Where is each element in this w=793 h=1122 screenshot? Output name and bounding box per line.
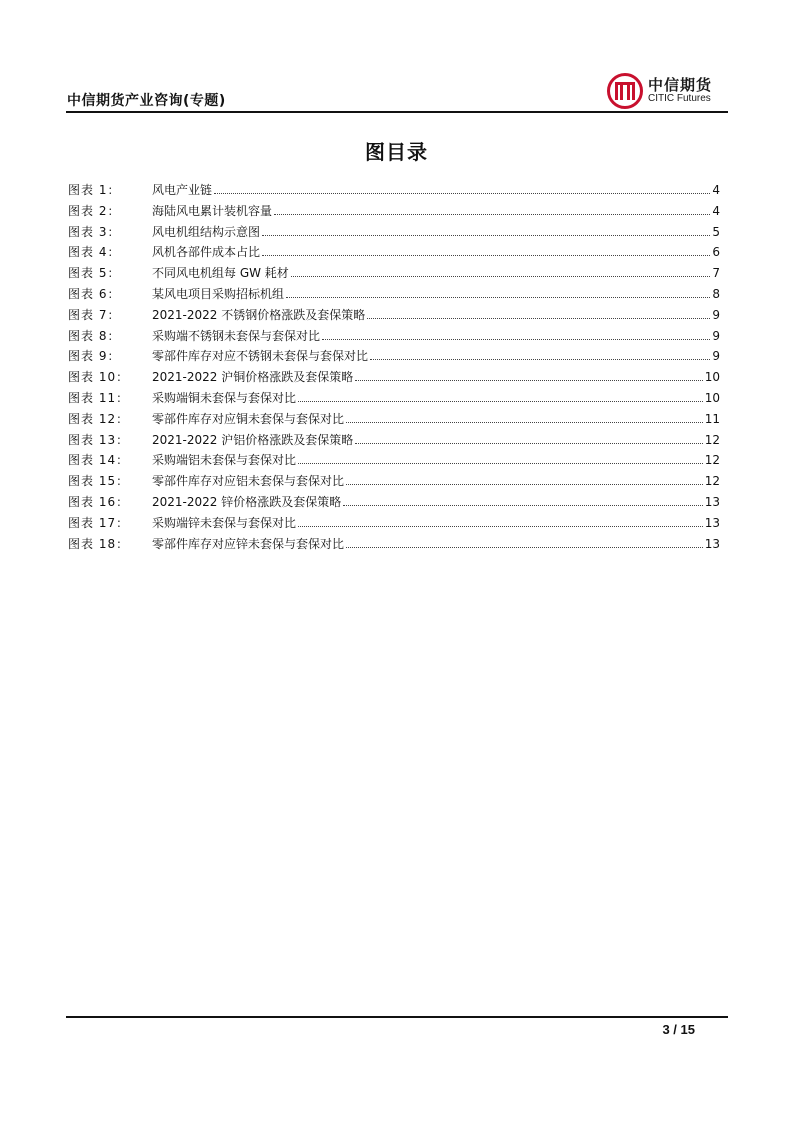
toc-entry[interactable] xyxy=(68,471,720,492)
toc-entry-label: 图表 6： xyxy=(68,286,121,301)
toc-entry-title: 2021-2022 沪铝价格涨跌及套保策略 xyxy=(152,432,354,447)
toc-entry-page: 12 xyxy=(704,432,720,447)
toc-dot-leader xyxy=(343,492,702,506)
toc-dot-leader xyxy=(322,326,710,340)
toc-entry-page: 12 xyxy=(704,474,720,489)
toc-entry-label: 图表 15： xyxy=(68,474,130,489)
toc-entry-page: 12 xyxy=(704,453,720,468)
toc-entry-title: 海陆风电累计装机容量 xyxy=(152,203,273,218)
toc-entry-title: 不同风电机组每 GW 耗材 xyxy=(152,266,289,281)
toc-entry-page: 5 xyxy=(712,224,720,239)
toc-entry-label: 图表 18： xyxy=(68,536,130,551)
toc-entry[interactable] xyxy=(68,305,720,326)
toc-dot-leader xyxy=(367,305,710,319)
toc-entry-title: 2021-2022 锌价格涨跌及套保策略 xyxy=(152,494,342,509)
toc-entry-page: 10 xyxy=(704,370,720,385)
toc-dot-leader xyxy=(298,513,703,527)
logo-english-name: CITIC Futures xyxy=(648,93,711,104)
toc-entry-title: 采购端铝未套保与套保对比 xyxy=(152,453,297,468)
toc-entry[interactable] xyxy=(68,346,720,367)
page-number: 3 / 15 xyxy=(662,1022,695,1037)
toc-entry-page: 9 xyxy=(712,349,720,364)
toc-dot-leader xyxy=(346,409,703,423)
toc-entry-page: 8 xyxy=(712,286,720,301)
toc-entry-title: 2021-2022 不锈钢价格涨跌及套保策略 xyxy=(152,307,366,322)
toc-entry-page: 10 xyxy=(704,390,720,405)
toc-entry-title: 零部件库存对应锌未套保与套保对比 xyxy=(152,536,345,551)
toc-entry-title: 风机各部件成本占比 xyxy=(152,245,261,260)
toc-entry-page: 4 xyxy=(712,203,720,218)
toc-entry-page: 6 xyxy=(712,245,720,260)
toc-entry-label: 图表 11： xyxy=(68,390,130,405)
toc-entry-title: 某风电项目采购招标机组 xyxy=(152,286,285,301)
toc-entry[interactable] xyxy=(68,409,720,430)
toc-entry[interactable] xyxy=(68,180,720,201)
toc-entry-label: 图表 4： xyxy=(68,245,121,260)
toc-entry-page: 9 xyxy=(712,307,720,322)
toc-dot-leader xyxy=(346,471,703,485)
toc-entry-label: 图表 12： xyxy=(68,411,130,426)
toc-entry[interactable] xyxy=(68,492,720,513)
toc-dot-leader xyxy=(346,534,703,548)
toc-entry[interactable] xyxy=(68,222,720,243)
toc-dot-leader xyxy=(262,242,710,256)
toc-entry-page: 4 xyxy=(712,183,720,197)
toc-dot-leader xyxy=(355,367,702,381)
toc-entry-page: 13 xyxy=(704,494,720,509)
citic-futures-logo xyxy=(606,72,724,110)
toc-entry-page: 11 xyxy=(704,411,720,426)
toc-entry[interactable] xyxy=(68,513,720,534)
toc-entry[interactable] xyxy=(68,430,720,451)
toc-entry-label: 图表 17： xyxy=(68,515,130,530)
toc-entry-label: 图表 3： xyxy=(68,224,121,239)
toc-entry[interactable] xyxy=(68,242,720,263)
citic-logo-icon xyxy=(606,72,644,110)
toc-entry-label: 图表 1： xyxy=(68,183,121,197)
toc-entry-title: 2021-2022 沪铜价格涨跌及套保策略 xyxy=(152,370,354,385)
toc-entry[interactable] xyxy=(68,367,720,388)
toc-entry-label: 图表 10： xyxy=(68,370,130,385)
toc-entry-page: 13 xyxy=(704,515,720,530)
figure-toc-list xyxy=(68,180,720,554)
toc-entry[interactable] xyxy=(68,450,720,471)
toc-entry-label: 图表 2： xyxy=(68,203,121,218)
toc-title: 图目录 xyxy=(365,140,428,164)
toc-entry-title: 零部件库存对应铜未套保与套保对比 xyxy=(152,411,345,426)
toc-entry-page: 9 xyxy=(712,328,720,343)
footer-divider xyxy=(66,1016,728,1018)
toc-entry-title: 采购端铜未套保与套保对比 xyxy=(152,390,297,405)
toc-dot-leader xyxy=(370,346,710,360)
toc-entry[interactable] xyxy=(68,534,720,555)
toc-entry-label: 图表 7： xyxy=(68,307,121,322)
toc-entry-title: 零部件库存对应铝未套保与套保对比 xyxy=(152,474,345,489)
toc-entry[interactable] xyxy=(68,263,720,284)
toc-entry-label: 图表 9： xyxy=(68,349,121,364)
toc-entry[interactable] xyxy=(68,388,720,409)
toc-dot-leader xyxy=(298,450,703,464)
toc-dot-leader xyxy=(262,222,710,236)
toc-dot-leader xyxy=(298,388,703,402)
toc-entry[interactable] xyxy=(68,284,720,305)
toc-entry[interactable] xyxy=(68,326,720,347)
toc-dot-leader xyxy=(214,180,710,194)
toc-entry-title: 风电机组结构示意图 xyxy=(152,224,261,239)
toc-entry-label: 图表 5： xyxy=(68,266,121,281)
toc-dot-leader xyxy=(291,263,711,277)
toc-entry-label: 图表 13： xyxy=(68,432,130,447)
toc-entry-title: 采购端不锈钢未套保与套保对比 xyxy=(152,328,321,343)
toc-entry[interactable] xyxy=(68,201,720,222)
toc-entry-title: 风电产业链 xyxy=(152,183,213,197)
toc-dot-leader xyxy=(286,284,710,298)
toc-entry-label: 图表 16： xyxy=(68,494,130,509)
toc-entry-label: 图表 8： xyxy=(68,328,121,343)
report-header-title: 中信期货产业咨询(专题) xyxy=(67,93,226,109)
toc-dot-leader xyxy=(274,201,710,215)
toc-dot-leader xyxy=(355,430,702,444)
toc-entry-title: 零部件库存对应不锈钢未套保与套保对比 xyxy=(152,349,369,364)
toc-entry-page: 13 xyxy=(704,536,720,551)
toc-entry-page: 7 xyxy=(712,266,720,281)
header-divider xyxy=(66,111,728,113)
logo-chinese-name: 中信期货 xyxy=(648,76,713,94)
toc-entry-title: 采购端锌未套保与套保对比 xyxy=(152,515,297,530)
toc-entry-label: 图表 14： xyxy=(68,453,130,468)
